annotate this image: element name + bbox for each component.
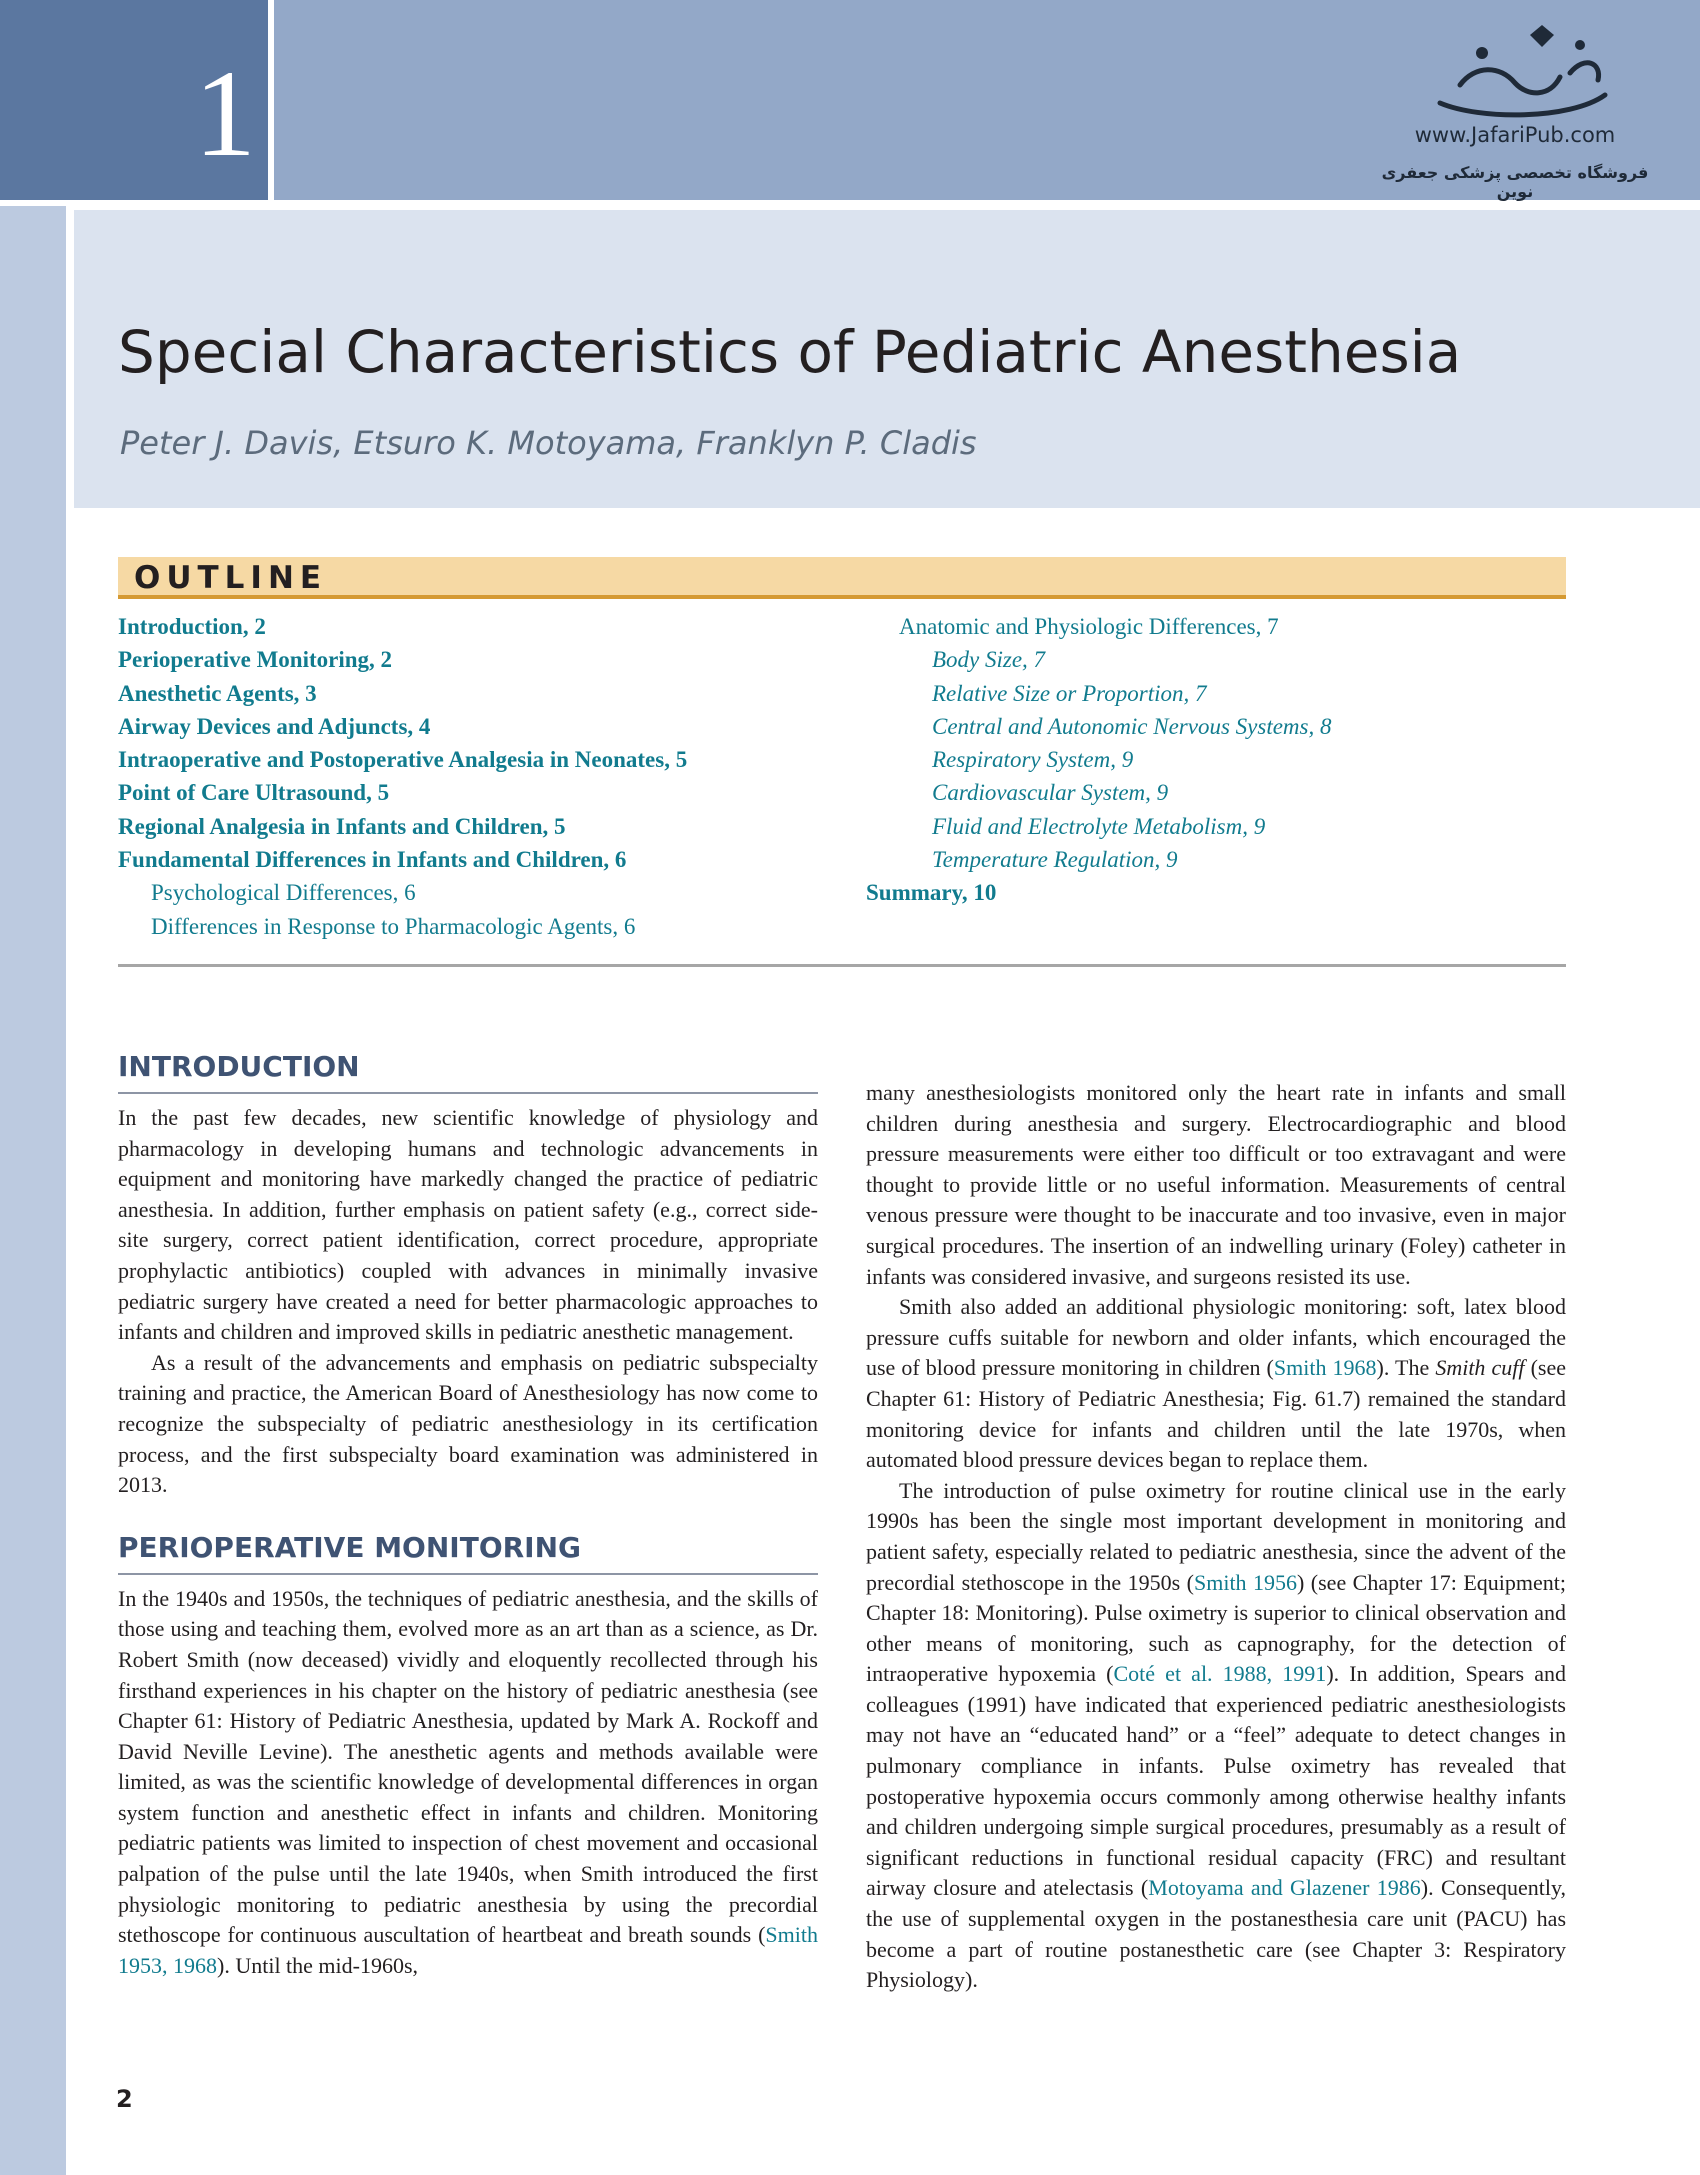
body-left-column (118, 1048, 818, 1981)
outline-header-bar (118, 557, 1566, 599)
logo-url-text: www.JafariPub.com (1414, 123, 1616, 147)
page-side-strip (0, 206, 66, 2175)
outline-right-column (866, 610, 1332, 910)
publisher-logo (1380, 25, 1650, 201)
emphasis-term: Smith cuff (1435, 1355, 1525, 1381)
outline-item[interactable]: Differences in Response to Pharmacologic Agents, 6 (151, 913, 636, 939)
outline-item[interactable]: Cardiovascular System, 9 (932, 780, 1169, 806)
intro-paragraph-2: As a result of the advancements and emphasis on pediatric subspecialty training and practice, the American Board of Anesthesiology has now come to recognize the subspecialty of pediatric anesthesiology in its certification process, and the first subspecialty board examination was administered in 2013. (118, 1349, 818, 1498)
outline-item[interactable]: Body Size, 7 (932, 647, 1046, 673)
outline-item[interactable]: Regional Analgesia in Infants and Children, 5 (118, 813, 566, 839)
periop-paragraph-1: In the 1940s and 1950s, the techniques of pediatric anesthesia, and the skills of those using and teaching them, evolved more as an art than as a science, as Dr. Robert Smith (now deceased) vividly and eloquently recollected through his firsthand experiences in his chapter on the history of pediatric anesthesia (see Chapter 61: History of Pediatric Anesthesia, updated by Mark A. Rockoff and David Neville Levine). The anesthetic agents and methods available were limited, as was the scientific knowledge of developmental differences in organ system function and anesthetic effect in infants and children. Monitoring pediatric patients was limited to inspection of chest movement and occasional palpation of the pulse until the late 1940s, when Smith introduced the first physiologic monitoring to pediatric anesthesia by using the precordial stethoscope for continuous auscultation of heartbeat and breath sounds (Smith 1953, 1968). Until the mid-1960s, (118, 1585, 818, 1978)
outline-label: OUTLINE (134, 560, 328, 596)
outline-item[interactable]: Anesthetic Agents, 3 (118, 680, 317, 706)
outline-left-column (118, 610, 687, 943)
citation-link[interactable]: Coté et al. 1988, 1991 (1113, 1661, 1327, 1687)
right-paragraph-1: many anesthesiologists monitored only the heart rate in infants and small children during anesthesia and surgery. Electrocardiographic and blood pressure measurements were either too difficult or too extravagant and were thought to provide little or no useful information. Measurements of central venous pressure were thought to be inaccurate and too invasive, even in major surgical procedures. The insertion of an indwelling urinary (Foley) catheter in infants was considered invasive, and surgeons resisted its use. (866, 1080, 1566, 1289)
outline-item[interactable]: Point of Care Ultrasound, 5 (118, 780, 390, 806)
outline-item[interactable]: Intraoperative and Postoperative Analgesia in Neonates, 5 (118, 747, 688, 773)
body-right-column (866, 1078, 1566, 1996)
outline-item[interactable]: Respiratory System, 9 (932, 747, 1134, 773)
outline-item[interactable]: Perioperative Monitoring, 2 (118, 647, 393, 673)
citation-link[interactable]: Motoyama and Glazener 1986 (1148, 1875, 1421, 1901)
section-heading-introduction: INTRODUCTION (118, 1048, 818, 1094)
outline-divider (118, 964, 1566, 967)
right-paragraph-3: The introduction of pulse oximetry for routine clinical use in the early 1990s has been the single most important development in monitoring and patient safety, especially related to pediatric anesthesia, since the advent of the precordial stethoscope in the 1950s (Smith 1956) (see Chapter 17: Equipment; Chapter 18: Monitoring). Pulse oximetry is superior to clinical observation and other means of monitoring, such as capnography, for the detection of intraoperative hypoxemia (Coté et al. 1988, 1991). In addition, Spears and colleagues (1991) have indicated that experienced pediatric anesthesiologists may not have an “educated hand” or a “feel” adequate to detect changes in pulmonary compliance in infants. Pulse oximetry has revealed that postoperative hypoxemia occurs commonly among otherwise healthy infants and children undergoing simple surgical procedures, presumably as a result of significant reductions in functional residual capacity (FRC) and resultant airway closure and atelectasis (Motoyama and Glazener 1986). Consequently, the use of supplemental oxygen in the postanesthesia care unit (PACU) has become a part of routine postanesthetic care (see Chapter 3: Respiratory Physiology). (866, 1477, 1567, 1993)
outline-item[interactable]: Fundamental Differences in Infants and Children, 6 (118, 847, 627, 873)
outline-item[interactable]: Introduction, 2 (118, 614, 266, 639)
outline-item[interactable]: Airway Devices and Adjuncts, 4 (118, 713, 431, 739)
chapter-number: 1 (194, 45, 256, 182)
jafari-logo-icon (1420, 25, 1620, 120)
outline-item[interactable]: Temperature Regulation, 9 (932, 847, 1178, 873)
page-number: 2 (116, 2085, 133, 2113)
citation-link[interactable]: Smith 1968 (1273, 1355, 1377, 1381)
outline-item[interactable]: Psychological Differences, 6 (151, 880, 416, 906)
chapter-title: Special Characteristics of Pediatric Anesthesia (118, 318, 1462, 386)
intro-paragraph-1: In the past few decades, new scientific knowledge of physiology and pharmacology in developing humans and technologic advancements in equipment and monitoring have markedly changed the practice of pediatric anesthesia. In addition, further emphasis on patient safety (e.g., correct side-site surgery, correct patient identification, correct procedure, appropriate prophylactic antibiotics) coupled with advances in minimally invasive pediatric surgery have created a need for better pharmacologic approaches to infants and children and improved skills in pediatric anesthetic management. (118, 1105, 818, 1345)
outline-item[interactable]: Relative Size or Proportion, 7 (932, 680, 1207, 706)
logo-persian-text: فروشگاه تخصصی پزشکی جعفری نوین (1381, 163, 1649, 201)
right-paragraph-2: Smith also added an additional physiologic monitoring: soft, latex blood pressure cuffs suitable for newborn and older infants, which encouraged the use of blood pressure monitoring in children (Smith 1968). The Smith cuff (see Chapter 61: History of Pediatric Anesthesia; Fig. 61.7) remained the standard monitoring device for infants and children until the late 1970s, when automated blood pressure devices began to replace them. (866, 1294, 1566, 1473)
outline-item[interactable]: Anatomic and Physiologic Differences, 7 (899, 614, 1279, 639)
citation-link[interactable]: Smith 1953, 1968 (118, 1922, 818, 1978)
section-heading-perioperative-monitoring: PERIOPERATIVE MONITORING (118, 1529, 818, 1575)
chapter-authors: Peter J. Davis, Etsuro K. Motoyama, Franklyn P. Cladis (120, 424, 977, 462)
outline-item[interactable]: Fluid and Electrolyte Metabolism, 9 (932, 813, 1266, 839)
outline-item[interactable]: Central and Autonomic Nervous Systems, 8 (932, 713, 1332, 739)
outline-item[interactable]: Summary, 10 (866, 880, 997, 906)
citation-link[interactable]: Smith 1956 (1193, 1569, 1298, 1595)
